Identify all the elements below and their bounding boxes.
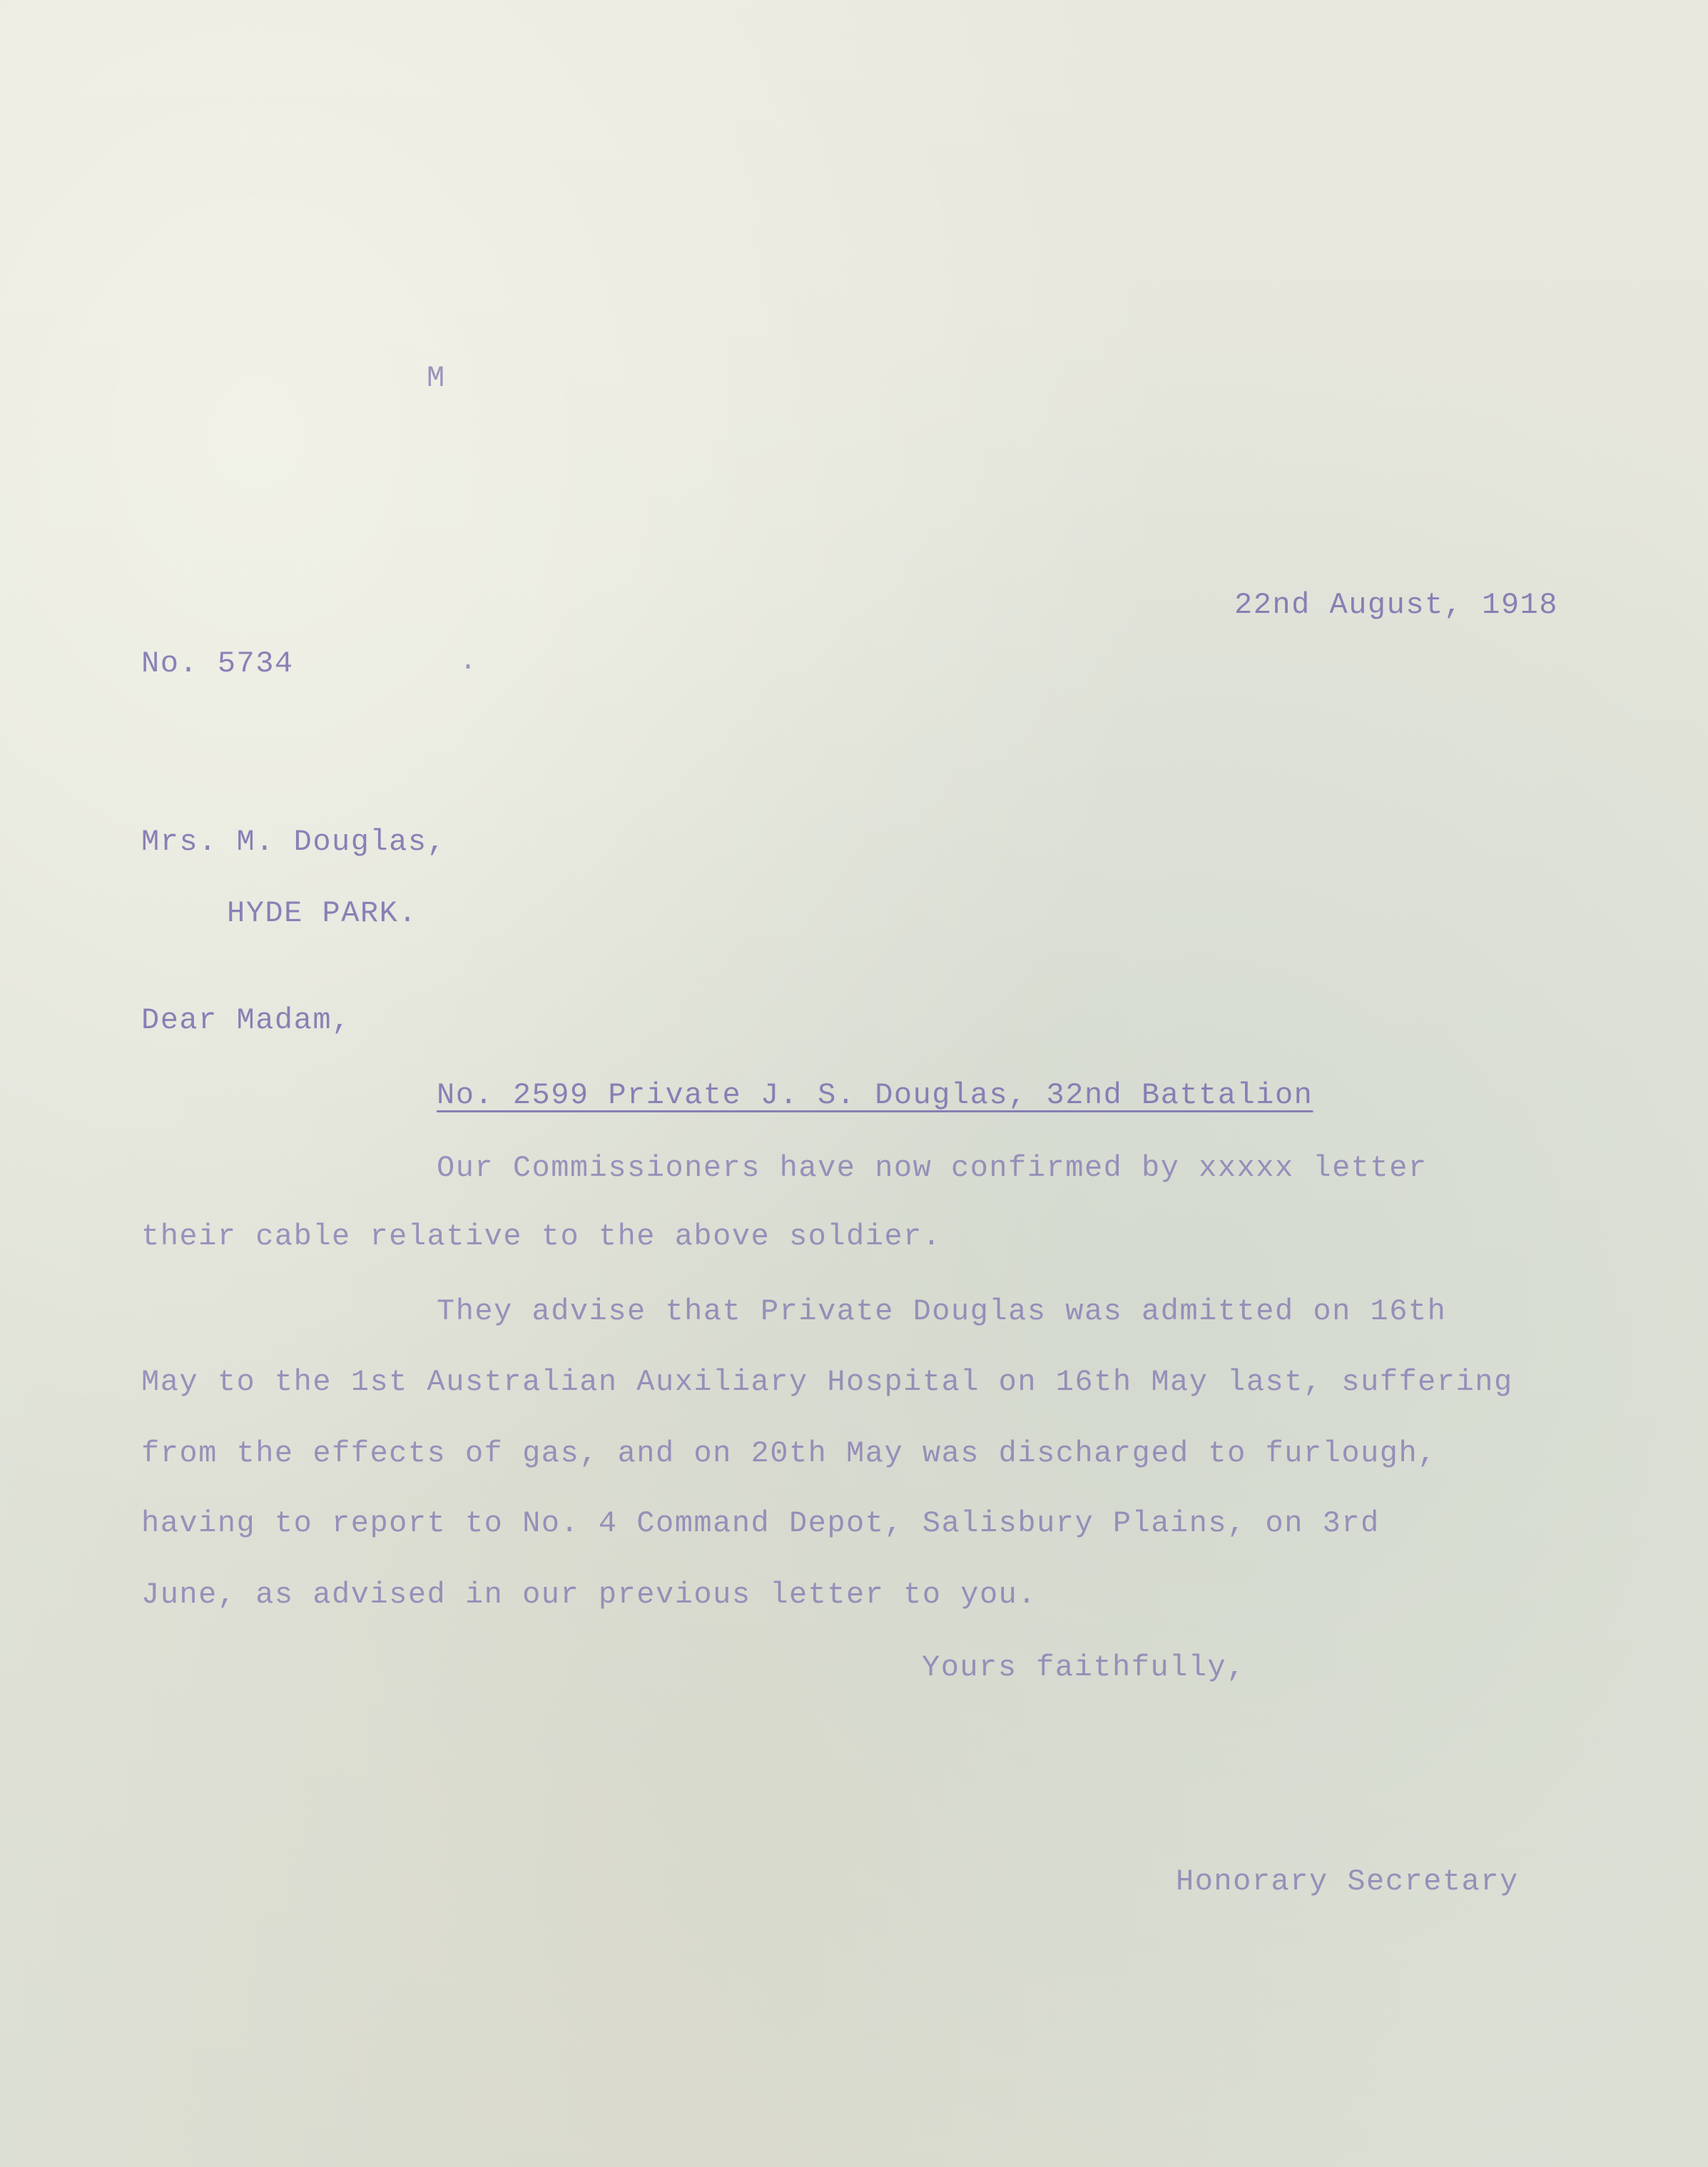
stray-dot-mark: . (459, 646, 477, 678)
body-line: their cable relative to the above soldier. (141, 1219, 942, 1254)
reference-number: No. 5734 (141, 646, 294, 681)
letter-date: 22nd August, 1918 (1234, 588, 1558, 622)
recipient-location: HYDE PARK. (227, 896, 418, 930)
recipient-name: Mrs. M. Douglas, (141, 825, 447, 859)
subject-line: No. 2599 Private J. S. Douglas, 32nd Battalion (437, 1078, 1313, 1112)
body-line: June, as advised in our previous letter to you. (141, 1578, 1037, 1612)
closing: Yours faithfully, (922, 1650, 1246, 1685)
signatory-title: Honorary Secretary (1176, 1864, 1519, 1899)
body-line: They advise that Private Douglas was admitted on 16th (437, 1294, 1447, 1329)
salutation: Dear Madam, (141, 1003, 351, 1037)
body-line: from the effects of gas, and on 20th May was discharged to furlough, (141, 1436, 1437, 1471)
file-initial: M (427, 361, 446, 395)
body-line: May to the 1st Australian Auxiliary Hospital on 16th May last, suffering (141, 1365, 1513, 1399)
body-line: Our Commissioners have now confirmed by xxxxx letter (437, 1151, 1428, 1185)
body-line: having to report to No. 4 Command Depot, Salisbury Plains, on 3rd (141, 1506, 1380, 1541)
